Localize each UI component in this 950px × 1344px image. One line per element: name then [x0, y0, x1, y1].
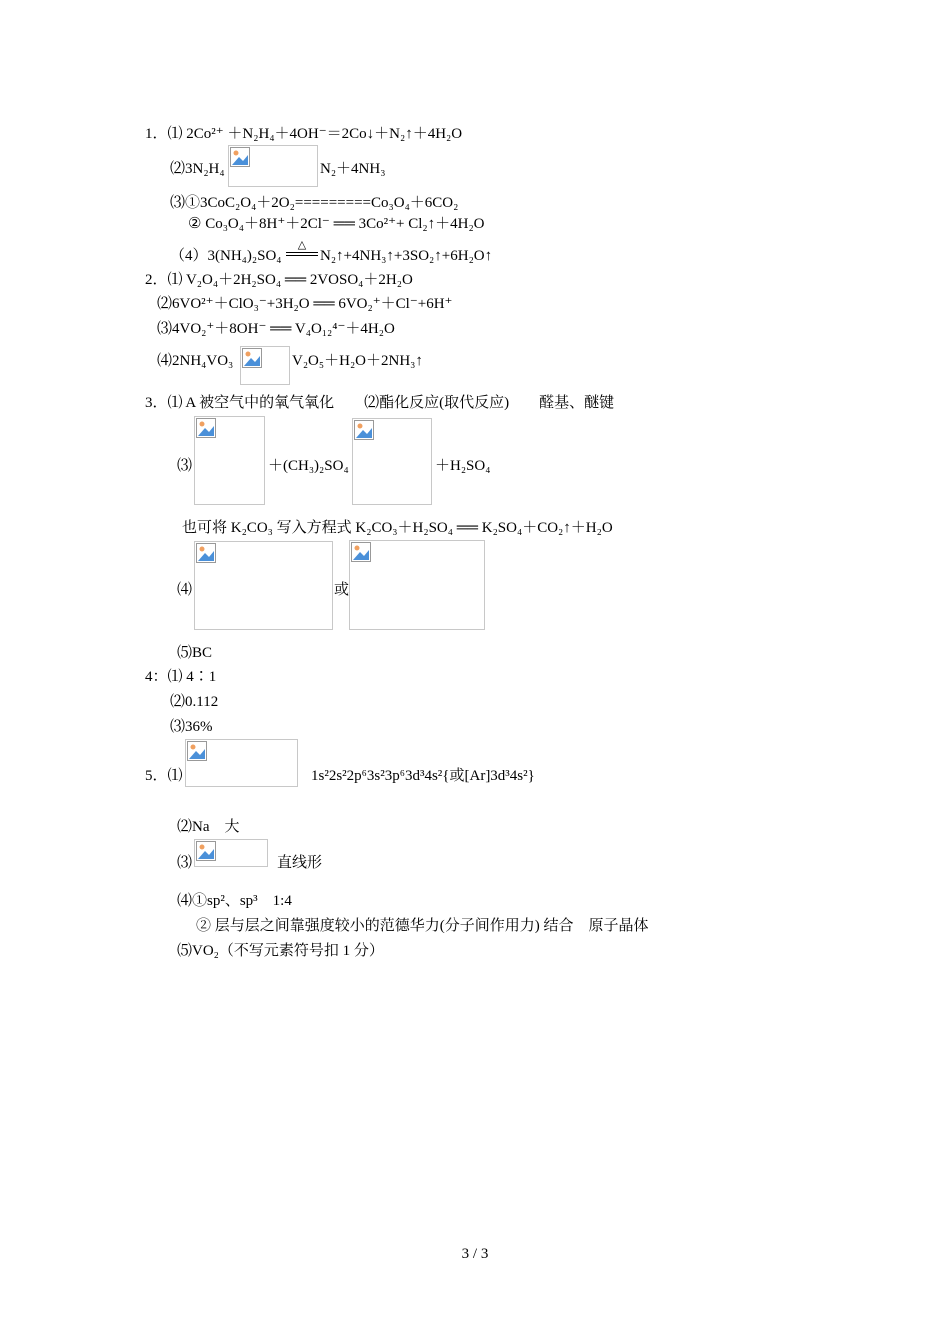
q3-line-5: ⑸BC: [177, 645, 213, 661]
q3-line-3-mid: ＋(CH₃)₂SO₄: [268, 458, 349, 474]
q5-line-3: 直线形: [277, 855, 323, 871]
q2-line-4b: V₂O₅＋H₂O＋2NH₃↑: [292, 353, 423, 369]
q5-line-1: 1s²2s²2p⁶3s²3p⁶3d³4s²{或[Ar]3d³4s²}: [311, 768, 535, 784]
equation-image-placeholder: [240, 346, 290, 385]
q4-line-3: ⑶36%: [170, 719, 213, 735]
broken-image-icon: [196, 841, 216, 861]
q3-line-3-label: ⑶: [177, 458, 193, 474]
page-number: 3 / 3: [461, 1246, 489, 1262]
equal-sign: [286, 252, 318, 256]
q5-line-6: ⑸VO₂（不写元素符号扣 1 分）: [177, 943, 384, 959]
q3-line-4-or: 或: [334, 582, 350, 598]
q1-line-4: ② Co₃O₄＋8H⁺＋2Cl⁻ ══ 3Co²⁺+ Cl₂↑＋4H₂O: [188, 216, 485, 232]
heat-arrow: [286, 240, 318, 256]
q2-line-4a: ⑷2NH₄VO₃: [157, 353, 234, 369]
q3-line-3-note: 也可将 K₂CO₃ 写入方程式 K₂CO₃＋H₂SO₄ ══ K₂SO₄＋CO₂↑＋H₂O: [182, 520, 613, 536]
q2-line-2: ⑵6VO²⁺＋ClO₃⁻+3H₂O ══ 6VO₂⁺＋Cl⁻+6H⁺: [157, 296, 453, 312]
q2-line-3: ⑶4VO₂⁺＋8OH⁻ ══ V₄O₁₂⁴⁻＋4H₂O: [157, 321, 395, 337]
broken-image-icon: [230, 147, 250, 167]
q5-line-3-label: ⑶: [177, 855, 193, 871]
broken-image-icon: [242, 348, 262, 368]
equation-image-placeholder: [228, 145, 318, 187]
q3-line-3-end: ＋H₂SO₄: [435, 458, 491, 474]
q1-line-5a: （4）3(NH₄)₂SO₄: [170, 248, 282, 264]
q1-line-5b: N₂↑+4NH₃↑+3SO₂↑+6H₂O↑: [320, 248, 493, 264]
structure-image-placeholder: [194, 416, 265, 505]
broken-image-icon: [187, 741, 207, 761]
q3-line-4-label: ⑷: [177, 582, 193, 598]
q4-line-2: ⑵0.112: [170, 694, 219, 710]
q4-line-1: 4：⑴ 4∶1: [145, 669, 217, 685]
q5-line-2: ⑵Na 大: [177, 819, 240, 835]
q3-line-1: 3．⑴ A 被空气中的氧气氧化 ⑵酯化反应(取代反应) 醛基、醚键: [145, 395, 615, 411]
q1-line-2b: N₂＋4NH₃: [320, 161, 386, 177]
q1-line-2a: ⑵3N₂H₄: [170, 161, 225, 177]
structure-image-placeholder: [194, 541, 333, 630]
orbital-image-placeholder: [185, 739, 298, 787]
q5-line-5: ② 层与层之间靠强度较小的范德华力(分子间作用力) 结合 原子晶体: [196, 918, 649, 934]
structure-image-placeholder: [352, 418, 432, 505]
broken-image-icon: [354, 420, 374, 440]
heat-symbol: △: [297, 239, 307, 251]
q1-line-1: 1．⑴ 2Co²⁺ ＋N₂H₄＋4OH⁻＝2Co↓＋N₂↑＋4H₂O: [145, 126, 463, 142]
q5-line-4: ⑷①sp²、sp³ 1:4: [177, 893, 292, 909]
structure-image-placeholder: [349, 540, 485, 630]
broken-image-icon: [196, 418, 216, 438]
broken-image-icon: [196, 543, 216, 563]
q5-line-1-label: 5．⑴: [145, 768, 183, 784]
q2-line-1: 2．⑴ V₂O₄＋2H₂SO₄ ══ 2VOSO₄＋2H₂O: [145, 272, 413, 288]
broken-image-icon: [351, 542, 371, 562]
q1-line-3: ⑶①3CoC₂O₄＋2O₂=========Co₃O₄＋6CO₂: [170, 195, 459, 211]
structure-image-placeholder: [194, 839, 268, 867]
